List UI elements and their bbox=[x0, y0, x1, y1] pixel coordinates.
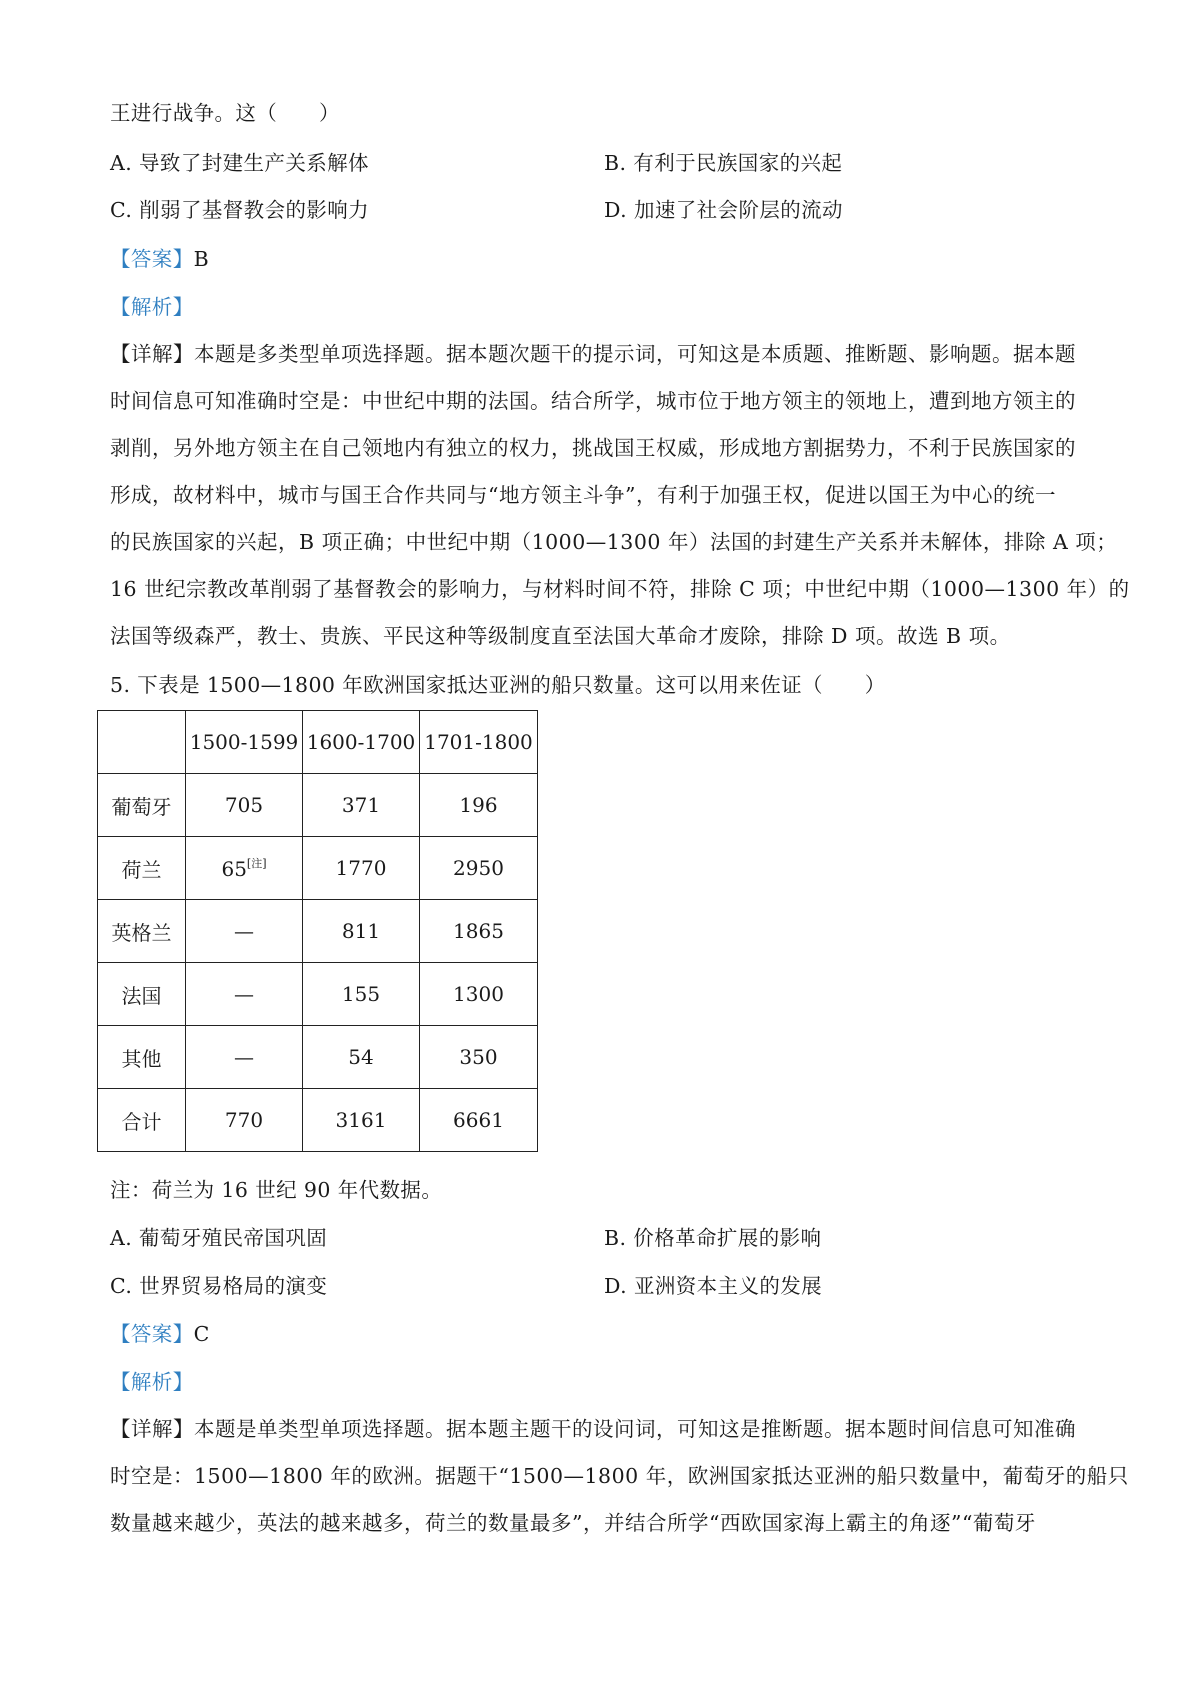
option-a: A. 葡萄牙殖民帝国巩固 bbox=[110, 1226, 328, 1250]
analysis-label: 【解析】 bbox=[110, 295, 194, 319]
table-row bbox=[98, 1089, 538, 1152]
option-a: A. 导致了封建生产关系解体 bbox=[110, 151, 369, 175]
table-cell: 2950 bbox=[420, 837, 538, 900]
table-cell: 196 bbox=[420, 774, 538, 837]
detail-paragraph bbox=[110, 339, 1130, 668]
detail-paragraph bbox=[110, 1414, 1129, 1555]
table-row bbox=[98, 837, 538, 900]
table-row bbox=[98, 900, 538, 963]
table-cell: 1865 bbox=[420, 900, 538, 963]
option-b: B. 价格革命扩展的影响 bbox=[604, 1226, 822, 1250]
header-cell: 1600-1700 bbox=[303, 711, 420, 774]
detail-line: 【详解】本题是多类型单项选择题。据本题次题干的提示词，可知这是本质题、推断题、影响题。据本题 bbox=[110, 342, 1076, 366]
table-cell: 法国 bbox=[98, 963, 186, 1026]
detail-line: 剥削，另外地方领主在自己领地内有独立的权力，挑战国王权威，形成地方割据势力，不利于民族国家的 bbox=[110, 436, 1076, 460]
table-cell: 350 bbox=[420, 1026, 538, 1089]
answer-label: 【答案】 bbox=[110, 1322, 194, 1346]
table-cell: — bbox=[186, 963, 303, 1026]
table-row bbox=[98, 774, 538, 837]
detail-line: 【详解】本题是单类型单项选择题。据本题主题干的设问词，可知这是推断题。据本题时间信息可知准确 bbox=[110, 1417, 1076, 1441]
table-cell: — bbox=[186, 900, 303, 963]
option-d: D. 亚洲资本主义的发展 bbox=[604, 1274, 823, 1298]
table-cell: 3161 bbox=[303, 1089, 420, 1152]
table-row bbox=[98, 1026, 538, 1089]
option-b: B. 有利于民族国家的兴起 bbox=[604, 151, 843, 175]
table-cell: 155 bbox=[303, 963, 420, 1026]
detail-line: 时空是：1500—1800 年的欧洲。据题干“1500—1800 年，欧洲国家抵达亚洲的船只数量中，葡萄牙的船只 bbox=[110, 1464, 1129, 1488]
answer-label: 【答案】 bbox=[110, 247, 194, 271]
detail-line: 的民族国家的兴起，B 项正确；中世纪中期（1000—1300 年）法国的封建生产关系并未解体，排除 A 项； bbox=[110, 530, 1118, 554]
detail-line: 形成，故材料中，城市与国王合作共同与“地方领主斗争”，有利于加强王权，促进以国王为中心的统一 bbox=[110, 483, 1056, 507]
table-cell: 英格兰 bbox=[98, 900, 186, 963]
header-cell: 1500-1599 bbox=[186, 711, 303, 774]
detail-line: 时间信息可知准确时空是：中世纪中期的法国。结合所学，城市位于地方领主的领地上，遭到地方领主的 bbox=[110, 389, 1076, 413]
ships-table bbox=[97, 710, 538, 1152]
header-cell: 1701-1800 bbox=[420, 711, 538, 774]
cell-value: 65 bbox=[221, 857, 247, 881]
option-d: D. 加速了社会阶层的流动 bbox=[604, 198, 843, 222]
table-cell: 6661 bbox=[420, 1089, 538, 1152]
table-note: 注：荷兰为 16 世纪 90 年代数据。 bbox=[110, 1178, 443, 1202]
option-c: C. 世界贸易格局的演变 bbox=[110, 1274, 328, 1298]
table-cell: 葡萄牙 bbox=[98, 774, 186, 837]
table-cell: 1770 bbox=[303, 837, 420, 900]
table-cell: 54 bbox=[303, 1026, 420, 1089]
table-cell: 1300 bbox=[420, 963, 538, 1026]
answer-line bbox=[110, 1319, 210, 1349]
detail-line: 法国等级森严，教士、贵族、平民这种等级制度直至法国大革命才废除，排除 D 项。故选 B 项。 bbox=[110, 624, 1011, 648]
table-cell: 371 bbox=[303, 774, 420, 837]
table-cell: 705 bbox=[186, 774, 303, 837]
answer-line bbox=[110, 244, 209, 274]
question-5-stem: 5. 下表是 1500—1800 年欧洲国家抵达亚洲的船只数量。这可以用来佐证（ ） bbox=[110, 673, 886, 697]
note-marker: [注] bbox=[246, 857, 267, 870]
table-cell: 荷兰 bbox=[98, 837, 186, 900]
question-stem-tail: 王进行战争。这（ ） bbox=[110, 101, 340, 125]
table-cell: — bbox=[186, 1026, 303, 1089]
option-c: C. 削弱了基督教会的影响力 bbox=[110, 198, 370, 222]
table-cell: 811 bbox=[303, 900, 420, 963]
table-cell: 合计 bbox=[98, 1089, 186, 1152]
analysis-label: 【解析】 bbox=[110, 1370, 194, 1394]
header-cell bbox=[98, 711, 186, 774]
answer-value: C bbox=[193, 1322, 210, 1346]
table-row bbox=[98, 963, 538, 1026]
detail-line: 数量越来越少，英法的越来越多，荷兰的数量最多”，并结合所学“西欧国家海上霸主的角逐”“葡萄牙 bbox=[110, 1511, 1036, 1535]
table-cell bbox=[186, 837, 303, 900]
table-header-row bbox=[98, 711, 538, 774]
answer-value: B bbox=[193, 247, 210, 271]
table-cell: 其他 bbox=[98, 1026, 186, 1089]
detail-line: 16 世纪宗教改革削弱了基督教会的影响力，与材料时间不符，排除 C 项；中世纪中期（1000—1300 年）的 bbox=[110, 577, 1130, 601]
table-cell: 770 bbox=[186, 1089, 303, 1152]
